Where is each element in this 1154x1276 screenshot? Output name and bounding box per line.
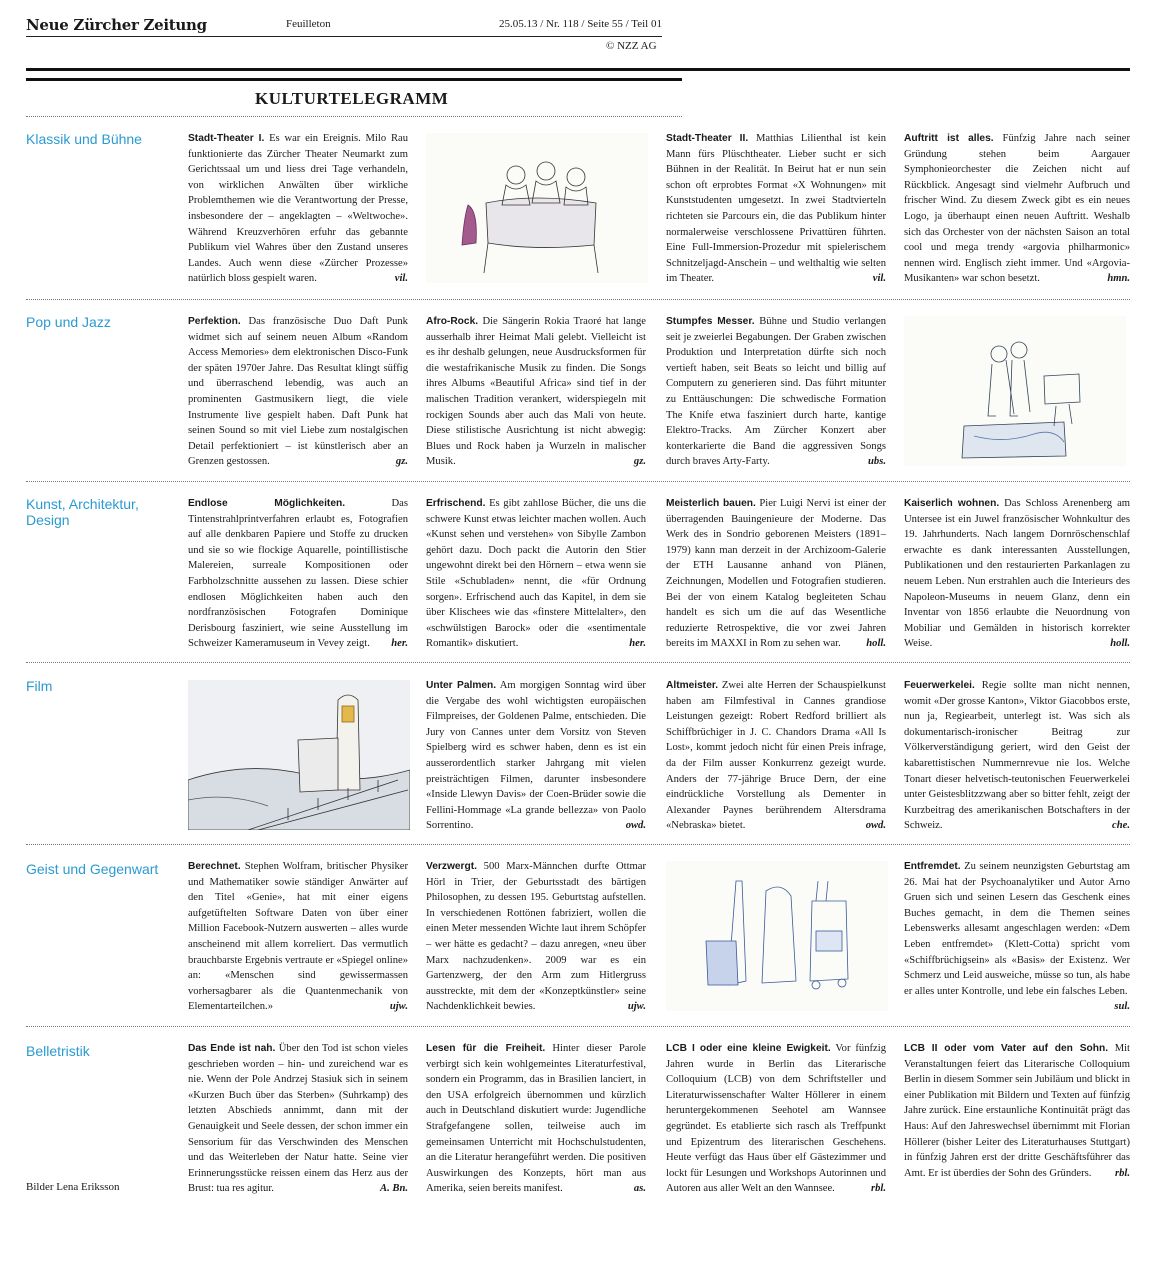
- article: Unter Palmen. Am morgigen Sonntag wird über die Vergabe des wohl wichtigsten europäischen Filmpreises, der Goldenen Palme, entschieden. Die Jury von Cannes unter dem Vorsitz von Steven Spielberg wird es schwer haben, denn es ist ein ausserordentlich starker Jahrgang mit vielen preisträchtigen Filmen, darunter insbesondere «Inside Llewyn Davis» der Coen-Brüder sowie die Fellini-Hommage «La grande bellezza» von Paolo Sorrentino. owd.: [426, 680, 646, 832]
- article: Entfremdet. Zu seinem neunzigsten Geburtstag am 26. Mai hat der Psychoanalytiker und Autor Arno Gruen sich und seinen Lesern das Geschenk eines Buches gemacht, in dem die Themen seines Lebenswerks allesamt angeschlagen werden: «Dem Leben entfremdet» (Klett-Cotta) spricht vom «Schiffbrüchigsein» als «Basis» der Existenz. Wer Schmerz und Leid ausweiche, müsse so tun, als habe er alles unter Kontrolle, und lebe ein falsches Leben. sul.: [904, 861, 1130, 1013]
- illustration-courtroom: [426, 133, 648, 283]
- newspaper-logo: Neue Zürcher Zeitung: [26, 16, 207, 34]
- article: LCB II oder vom Vater auf den Sohn. Mit Veranstaltungen feiert das Literarische Colloquium Berlin in diesem Sommer sein Jubiläum und blickt in einer Publikation mit Bildern und Texten auf fünfzig Jahre zurück. Eine erstaunliche Kontinuität prägt das Haus: Auf den Jahreswechsel übernimmt mit Florian Höllerer (bisher Leiter des Literaturhauses Stuttgart) in fünfzig Jahren erst der dritte Geschäftsführer das Amt. Er ist überdies der Sohn des Gründers. rbl.: [904, 1043, 1130, 1179]
- divider: [26, 1026, 1130, 1027]
- article: Perfektion. Das französische Duo Daft Punk widmet sich auf seinem neuen Album «Random Access Memories» dem elektronischen Disco-Funk der späten 1970er Jahre. Das Resultat klingt süffig und überraschend lebendig, was auch an prominenten Gastmusikern liegt, die viele Instrumente live gespielt haben. Daft Punk hat seinen Sound so mit viel Liebe zum nostalgischen Detail perfektioniert – ist künstlerisch aber an Grenzen gestossen. gz.: [188, 316, 408, 468]
- divider: [26, 116, 682, 117]
- article: LCB I oder eine kleine Ewigkeit. Vor fünfzig Jahren wurde in Berlin das Literarische Colloquium (LCB) von dem Schriftsteller und Literaturwissenschafter Walter Höllerer in einem heruntergekommenen Seehotel am Wannsee gegründet. Es etablierte sich rasch als Treffpunkt und Epizentrum des literarischen Geschehens. Heute verfügt das Haus über elf Gästezimmer und lockt für Lesungen und Workshops Autorinnen und Autoren aus aller Welt an den Wannsee. rbl.: [666, 1043, 886, 1195]
- article: Auftritt ist alles. Fünfzig Jahre nach seiner Gründung stehen beim Aargauer Symphonieorchester die Zeichen nicht auf Rückblick. Angesagt sind vielmehr Aufbruch und frischer Wind. Zu diesem Zweck gibt es ein neues Logo, ja überhaupt einen neuen Auftritt. Weshalb sich das Orchester von der nächsten Saison an total cool und mega trendy «argovia philharmonic» nennen wird. Englisch zieht immer. Und «Argovia-Musikanten» war schon besetzt. hmn.: [904, 133, 1130, 285]
- title-rule: [26, 78, 682, 81]
- article: Afro-Rock. Die Sängerin Rokia Traoré hat lange ausserhalb ihrer Heimat Mali gelebt. Vielleicht ist es ihr deshalb gelungen, neue Ausdrucksformen für die westafrikanische Musik zu finden. Die Songs ihres Albums «Beautiful Africa» sind tief in der malischen Tradition verankert, widerspiegeln mit rockigen Sounds aber auch das Mali von heute. Diese stilistische Ausrichtung ist nicht abwegig: Blues und Rock haben ja Wurzeln in malischer Musik. gz.: [426, 316, 646, 468]
- section-label-pop: Pop und Jazz: [26, 314, 111, 330]
- section-label-film: Film: [26, 678, 53, 694]
- article: Das Ende ist nah. Über den Tod ist schon vieles geschrieben worden – hin- und zureichend war es nie. Wenn der Pole Andrzej Stasiuk sich in seinem «Kurzen Buch über das Sterben» (Suhrkamp) des letzten Abschieds annimmt, dann mit der Genauigkeit und Seele dessen, der schon immer ein Sensorium für das Verschwinden des Menschen und das Weiterleben der Natur hatte. Seine vier Erinnerungsstücke reissen einem das Herz aus der Brust: tua res agitur. A. Bn.: [188, 1043, 408, 1195]
- image-credit: Bilder Lena Eriksson: [26, 1181, 120, 1193]
- copyright: © NZZ AG: [606, 40, 657, 52]
- section-label-klassik: Klassik und Bühne: [26, 131, 142, 147]
- section-name: Feuilleton: [286, 18, 331, 30]
- article: Kaiserlich wohnen. Das Schloss Arenenberg am Untersee ist ein Juwel französischer Wohnkultur des 19. Jahrhunderts. Nach langem Dornröschenschlaf erwachte es dank interessanten Ausstellungen, Publikationen und den restaurierten Parkanlagen zu neuem Leben. Nun erstrahlen auch die Interieurs des Napoleon-Museums in neuem Glanz, denn ein Inventar von 1856 erlaubte die Neuordnung von Mobiliar und Gemälden in historisch korrekter Weise. holl.: [904, 498, 1131, 650]
- article: Stumpfes Messer. Bühne und Studio verlangen seit je zweierlei Begabungen. Der Graben zwischen Produktion und Interpretation dürfte sich noch vertieft haben, seit Beats so leicht und billig auf Computern zu generieren sind. Das führt mitunter zu Enttäuschungen: Die schwedische Formation The Knife etwa fasziniert durch harte, kantige Elektro-Tracks. Am Zürcher Konzert aber konterkarierte die Band die aggressiven Songs durch braves Arty-Farty. ubs.: [666, 316, 886, 468]
- article: Erfrischend. Es gibt zahllose Bücher, die uns die schwere Kunst etwas leichter machen wollen. Auch «Kunst sehen und verstehen» von Sibylle Zambon gehört dazu. Doch packt die Autorin den Stier ungewohnt direkt bei den Hörnern – etwa wenn sie Stile «Schubladen» nennt, die «für Ordnung sorgen». Erfrischend auch das Kapitel, in dem sie über Klischees wie das «finstere Mittelalter», den «schwülstigen Barock» oder die «sentimentale Romantik» diskutiert. her.: [426, 498, 646, 650]
- illustration-bags: [666, 861, 888, 1011]
- divider: [26, 844, 1130, 845]
- divider: [26, 662, 1130, 663]
- article: Lesen für die Freiheit. Hinter dieser Parole verbirgt sich kein wohlgemeintes Literaturfestival, sondern ein Programm, das in Brasilien lanciert, in den USA erfolgreich übernommen und kürzlich auch in Deutschland diskutiert wurde: Jugendliche Strafgefangene sollen, teilweise auch im gemeinsamen Unterricht mit Hochschulstudenten, an die Literatur herangeführt werden. Die positiven Auswirkungen des Konzepts, hört man aus Amerika, seien bereits manifest. as.: [426, 1043, 646, 1195]
- article: Stadt-Theater II. Matthias Lilienthal ist kein Mann fürs Plüschtheater. Lieber sucht er sich Bühnen in der Realität. In Beirut hat er nun sein schon oft erprobtes Format «X Wohnungen» mit Kunststudenten umgesetzt. In zwei Stadtvierteln richteten sie Parcours ein, die das Publikum hinter normalerweise verschlossene Privattüren führten. Eine Full-Immersion-Prozedur mit spielerischem Schnitzeljagd-Anschein – und welthaltig wie selten im Theater. vil.: [666, 133, 887, 285]
- divider: [26, 481, 1130, 482]
- top-rule: [26, 68, 1130, 71]
- article: Berechnet. Stephen Wolfram, britischer Physiker und Mathematiker sowie ständiger Anwärter auf den Titel «Genie», hat mit einer eigens aufgetüftelten Software Daten von über einer Million Facebook-Nutzern auswerten – alles wurde anscheinend mit allem korreliert. Das vermutlich brauchbarste Ergebnis vertraute er «Spiegel online» an: «Menschen sind gewissermassen vorhersagbarer als die Quantenmechanik von Elementarteilchen.» ujw.: [188, 861, 408, 1013]
- article: Endlose Möglichkeiten. Das Tintenstrahlprintverfahren erlaubt es, Fotografien auf alle denkbaren Papiere und Stoffe zu drucken und sie so wie flockige Aquarelle, pointillistische Malereien, surreale Kompositionen oder Farbholzschnitte aussehen zu lassen. Diese schier endlosen Möglichkeiten haben auch den nordfranzösischen Fotografen Dominique Derisbourg fasziniert, wie seine Ausstellung im Schweizer Kameramuseum in Vevey zeigt. her.: [188, 498, 408, 650]
- article: Meisterlich bauen. Pier Luigi Nervi ist einer der überragenden Bauingenieure der Moderne. Das Werk des in Sondrio geborenen Meisters (1891–1979) kann man derzeit in der Archizoom-Galerie der ETH Lausanne anhand von Plänen, Zeichnungen, Modellen und Fotografien studieren. Bei der von einem Katalog begleiteten Schau handelt es sich um die auf das Wesentliche reduzierte Retrospektive, die vor zwei Jahren bereits im MAXXI in Rom zu sehen war. holl.: [666, 498, 886, 650]
- divider: [26, 299, 1130, 300]
- page-title: KULTURTELEGRAMM: [255, 89, 449, 108]
- section-label-belletristik: Belletristik: [26, 1043, 90, 1059]
- section-label-kunst: Kunst, Architektur, Design: [26, 496, 139, 528]
- article: Feuerwerkelei. Regie sollte man nicht nennen, womit «Der grosse Kanton», Viktor Giacobbos erste, nun ja, Regiearbeit, unterlegt ist. Was sich als dokumentarisch-ironischer Beitrag zur Völkerverständigung geriert, wird den Geist der kabarettistischen Nummernrevue nie los. Welche Tonart dieser helvetisch-teutonischen Feuerwerkelei unter Geistesblitzzwang aber so bitter fehlt, zeigt der Kurzbeitrag des amerikanischen Botschafters in der Schweiz. che.: [904, 680, 1130, 832]
- section-label-geist: Geist und Gegenwart: [26, 861, 159, 877]
- masthead: [26, 14, 662, 37]
- illustration-tower: [188, 680, 410, 830]
- article: Verzwergt. 500 Marx-Männchen durfte Ottmar Hörl in Trier, der Geburtsstadt des bärtigen Philosophen, zu dessen 195. Geburtstag aufstellen. In verschiedenen Rottönen fabriziert, wollen die einen Meter messenden Wichte laut ihrem Schöpfer – wer hätte es gedacht? – dazu anregen, «neu über Marx nachzudenken». 2009 war es ein Gartenzwerg, der den Arm zum Hitlergruss ausstreckte, mit dem der «Konzeptkünstler» seine Nachdenklichkeit bewies. ujw.: [426, 861, 647, 1013]
- illustration-band: [904, 316, 1126, 466]
- issue-info: 25.05.13 / Nr. 118 / Seite 55 / Teil 01: [498, 18, 662, 30]
- article: Stadt-Theater I. Es war ein Ereignis. Milo Rau funktionierte das Zürcher Theater Neumarkt zum Gerichtssaal um und liess drei Tage verhandeln, von wirklichen Anwälten über wirkliche Problemthemen wie die Verantwortung der Presse, insbesondere der – angeklagten – «Weltwoche». Während Kreuzverhören erfuhr das gebannte Publikum viel Wahres über den Zustand unseres Landes. Auch wenn diese «Zürcher Prozesse» natürlich bloss gespielt waren. vil.: [188, 133, 409, 285]
- article: Altmeister. Zwei alte Herren der Schauspielkunst haben am Filmfestival in Cannes grandiose Leistungen gezeigt: Robert Redford brilliert als Schiffbrüchiger in J. C. Chandors Drama «All Is Lost», kommt jedoch nicht für einen Preis infrage, da der Film ausser Konkurrenz gezeigt wurde. Anders der 77-jährige Bruce Dern, der eine eindrückliche Vorstellung als Dementer in Alexander Paynes berührendem Altersdrama «Nebraska» bietet. owd.: [666, 680, 886, 832]
